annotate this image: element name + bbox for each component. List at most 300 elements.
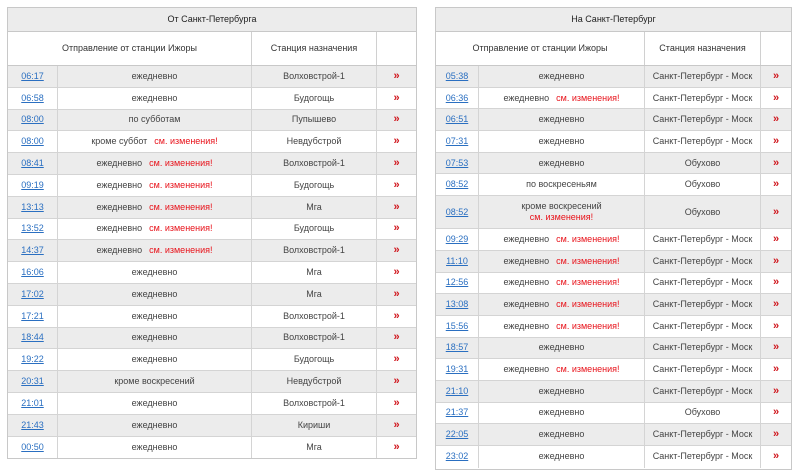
details-cell [761,403,791,424]
days-text: ежедневно [503,299,550,310]
departure-time-link[interactable]: 19:22 [21,354,44,365]
details-cell [761,229,791,250]
departure-time-link[interactable]: 08:52 [445,179,469,190]
table-row [8,219,416,241]
departure-time-cell [8,284,58,305]
table-row [436,66,791,88]
details-arrow-icon[interactable]: » [393,287,400,300]
table-row [8,175,416,197]
details-arrow-icon[interactable]: » [393,135,400,148]
table-row [436,294,791,316]
departure-time-link[interactable]: 22:05 [445,429,469,440]
details-cell [761,273,791,294]
days-text-wrap [539,386,585,397]
details-arrow-icon[interactable]: » [772,363,780,376]
details-arrow-icon[interactable]: » [393,200,400,213]
details-cell [377,219,416,240]
destination-cell: Будогощь [252,349,377,370]
destination-cell: Санкт-Петербург - Моск [645,381,761,402]
departure-time-cell [8,349,58,370]
days-text: по воскресеньям [526,179,597,190]
table-row [8,240,416,262]
table-row [8,88,416,110]
departures-from-spb-table [7,7,417,459]
changes-link[interactable]: см. изменения! [556,277,620,288]
days-cell [479,66,645,87]
details-arrow-icon[interactable]: » [393,222,400,235]
departure-time-link[interactable]: 17:02 [21,288,44,299]
changes-link[interactable]: см. изменения! [529,212,594,223]
details-arrow-icon[interactable]: » [393,113,400,126]
departure-time-link[interactable]: 11:10 [446,255,468,266]
departure-time-link[interactable]: 16:06 [21,267,44,278]
details-cell [761,424,791,445]
destination-cell: Санкт-Петербург - Моск [645,273,761,294]
days-cell [58,328,252,349]
departure-time-link[interactable]: 21:10 [445,385,469,396]
departure-time-link[interactable]: 09:19 [21,179,44,190]
table-row [8,131,416,153]
days-text: ежедневно [131,70,178,81]
details-cell [377,153,416,174]
table-header [436,32,791,66]
details-arrow-icon[interactable]: » [772,319,780,332]
days-text: ежедневно [503,233,550,244]
days-cell [58,349,252,370]
departure-time-link[interactable]: 17:21 [21,310,44,321]
details-cell [377,393,416,414]
departure-time-cell [436,153,479,174]
days-text: ежедневно [131,397,178,408]
days-cell [58,437,252,459]
days-text-wrap [503,234,619,245]
destination-cell: Волховстрой-1 [252,240,377,261]
days-text: ежедневно [538,342,585,353]
details-arrow-icon[interactable]: » [772,205,780,218]
days-text: ежедневно [131,332,178,343]
departure-time-link[interactable]: 06:36 [445,92,469,103]
days-text: ежедневно [131,267,178,278]
departure-time-link[interactable]: 06:17 [21,70,44,81]
departure-time-cell [436,338,479,359]
departure-time-link[interactable]: 08:00 [21,136,44,147]
details-cell [761,109,791,130]
departure-time-link[interactable]: 07:53 [445,157,469,168]
destination-cell: Волховстрой-1 [252,153,377,174]
changes-link[interactable]: см. изменения! [556,255,620,266]
table-row [436,153,791,175]
days-text-wrap [503,256,619,267]
departure-time-cell [436,66,479,87]
days-text-wrap [96,223,212,234]
departure-time-cell [8,306,58,327]
departure-time-cell [8,371,58,392]
details-cell [377,240,416,261]
details-arrow-icon[interactable]: » [772,232,780,245]
days-text-wrap [539,71,585,82]
details-cell [377,262,416,283]
details-cell [377,415,416,436]
changes-link[interactable]: см. изменения! [556,299,620,310]
days-cell [58,306,252,327]
days-text: ежедневно [503,364,550,375]
details-arrow-icon[interactable]: » [393,440,400,453]
days-cell [58,175,252,196]
details-column-header [377,32,416,65]
departure-time-link[interactable]: 13:08 [445,299,469,310]
destination-cell: Будогощь [252,219,377,240]
changes-link[interactable]: см. изменения! [556,233,620,244]
details-arrow-icon[interactable]: » [772,134,780,147]
days-cell [479,338,645,359]
changes-link[interactable]: см. изменения! [556,364,620,375]
days-text: ежедневно [538,385,585,396]
departure-time-cell [436,131,479,152]
details-cell [761,338,791,359]
departure-time-cell [436,403,479,424]
table-body [436,66,791,468]
departure-time-link[interactable]: 18:44 [21,332,44,343]
days-text: кроме суббот [91,136,148,147]
days-text-wrap [503,93,619,104]
departure-time-link[interactable]: 13:13 [21,201,44,212]
days-text: ежедневно [96,179,143,190]
days-text-wrap [96,180,212,191]
details-column-header [761,32,791,65]
days-cell [58,110,252,131]
details-cell [761,66,791,87]
days-text-wrap [539,158,585,169]
destination-cell: Обухово [645,196,761,228]
days-text-wrap [91,136,217,147]
days-text-wrap [503,299,619,310]
days-text-wrap [132,311,178,322]
departure-time-link[interactable]: 20:31 [21,376,44,387]
details-arrow-icon[interactable]: » [393,157,400,170]
days-text-wrap [539,136,585,147]
details-arrow-icon[interactable]: » [393,309,400,322]
changes-link[interactable]: см. изменения! [149,158,213,169]
days-cell [479,109,645,130]
days-cell [479,196,645,228]
table-row [436,424,791,446]
departure-time-cell [8,131,58,152]
days-text-wrap [114,376,194,387]
table-row [436,88,791,110]
destination-cell: Санкт-Петербург - Моск [645,131,761,152]
destination-cell: Невдубстрой [252,131,377,152]
departure-time-cell [8,415,58,436]
table-row [8,437,416,459]
days-text: ежедневно [538,135,585,146]
details-arrow-icon[interactable]: » [772,276,780,289]
days-text: кроме воскресений [521,201,602,212]
departure-column-header: Отправление от станции Ижоры [8,32,252,65]
departure-time-cell [436,294,479,315]
table-row [8,393,416,415]
days-text-wrap [132,93,178,104]
table-row [8,197,416,219]
details-arrow-icon[interactable]: » [393,353,400,366]
destination-cell: Санкт-Петербург - Моск [645,66,761,87]
departure-time-link[interactable]: 07:31 [445,135,469,146]
days-text-wrap [539,114,585,125]
days-cell [58,371,252,392]
details-cell [377,131,416,152]
table-row [436,316,791,338]
details-cell [761,131,791,152]
destination-cell: Санкт-Петербург - Моск [645,446,761,468]
days-text-wrap [132,442,178,453]
days-cell [58,66,252,87]
details-cell [377,197,416,218]
days-text: ежедневно [131,92,178,103]
days-text-wrap [96,202,212,213]
days-cell [58,415,252,436]
changes-link[interactable]: см. изменения! [149,179,213,190]
details-cell [377,66,416,87]
days-cell [479,229,645,250]
days-text: по субботам [128,114,181,125]
table-row [436,381,791,403]
days-text: ежедневно [538,114,585,125]
table-row [436,196,791,229]
departure-time-link[interactable]: 14:37 [21,245,44,256]
details-arrow-icon[interactable]: » [772,156,780,169]
departure-time-cell [436,316,479,337]
departure-time-cell [8,197,58,218]
table-row [436,359,791,381]
details-cell [377,284,416,305]
days-cell [479,381,645,402]
departure-time-link[interactable]: 08:00 [21,114,44,125]
days-text-wrap [539,407,585,418]
days-cell [58,131,252,152]
departure-time-cell [436,359,479,380]
details-arrow-icon[interactable]: » [772,178,780,191]
departure-time-cell [436,381,479,402]
departure-time-cell [436,251,479,272]
days-text-wrap [132,354,178,365]
departure-time-link[interactable]: 19:31 [445,364,469,375]
changes-link[interactable]: см. изменения! [154,136,218,147]
details-arrow-icon[interactable]: » [393,178,400,191]
days-text: ежедневно [503,255,550,266]
destination-cell: Волховстрой-1 [252,306,377,327]
details-arrow-icon[interactable]: » [772,406,780,419]
details-arrow-icon[interactable]: » [393,91,400,104]
details-arrow-icon[interactable]: » [393,331,400,344]
destination-cell: Пупышево [252,110,377,131]
departure-time-link[interactable]: 12:56 [445,277,469,288]
table-row [436,109,791,131]
destination-cell: Обухово [645,174,761,195]
days-cell [479,131,645,152]
days-text: ежедневно [96,223,143,234]
table-row [8,328,416,350]
details-arrow-icon[interactable]: » [393,418,400,431]
destination-cell: Волховстрой-1 [252,66,377,87]
days-text-wrap [96,158,212,169]
departure-time-link[interactable]: 08:41 [21,158,44,169]
changes-link[interactable]: см. изменения! [149,223,213,234]
details-cell [377,88,416,109]
table-row [436,174,791,196]
departure-time-link[interactable]: 08:52 [445,206,469,217]
details-arrow-icon[interactable]: » [393,375,400,388]
days-cell [479,88,645,109]
details-arrow-icon[interactable]: » [772,450,780,463]
details-cell [377,349,416,370]
departure-time-cell [8,66,58,87]
days-text: ежедневно [131,441,178,452]
days-text: кроме воскресений [114,376,195,387]
table-row [8,349,416,371]
destination-cell: Мга [252,284,377,305]
departure-time-link[interactable]: 23:02 [445,451,469,462]
departure-time-cell [8,175,58,196]
details-cell [761,174,791,195]
departures-to-spb-table [435,7,792,470]
table-title: От Санкт-Петербурга [8,8,416,32]
details-cell [377,328,416,349]
days-cell [479,316,645,337]
table-title: На Санкт-Петербург [436,8,791,32]
details-arrow-icon[interactable]: » [772,113,780,126]
details-cell [761,196,791,228]
details-arrow-icon[interactable]: » [772,298,780,311]
destination-cell: Невдубстрой [252,371,377,392]
details-arrow-icon[interactable]: » [393,396,400,409]
days-cell [479,251,645,272]
changes-link[interactable]: см. изменения! [556,320,620,331]
departure-time-link[interactable]: 21:01 [21,397,44,408]
days-text: ежедневно [131,310,178,321]
destination-cell: Волховстрой-1 [252,328,377,349]
details-cell [761,446,791,468]
destination-cell: Обухово [645,403,761,424]
details-arrow-icon[interactable]: » [772,428,780,441]
destination-cell: Санкт-Петербург - Моск [645,251,761,272]
details-arrow-icon[interactable]: » [772,341,780,354]
destination-cell: Санкт-Петербург - Моск [645,294,761,315]
days-text: ежедневно [538,429,585,440]
details-arrow-icon[interactable]: » [772,69,780,82]
departure-time-link[interactable]: 18:57 [445,342,469,353]
days-cell [479,174,645,195]
table-row [436,229,791,251]
days-cell [479,359,645,380]
changes-link[interactable]: см. изменения! [149,201,213,212]
departure-time-cell [436,88,479,109]
departure-time-cell [8,240,58,261]
details-arrow-icon[interactable]: » [393,69,400,82]
details-cell [377,306,416,327]
days-text: ежедневно [96,201,143,212]
destination-column-header: Станция назначения [645,32,761,65]
days-text: ежедневно [538,70,585,81]
destination-cell: Санкт-Петербург - Моск [645,88,761,109]
days-cell [58,153,252,174]
table-row [436,403,791,425]
details-arrow-icon[interactable]: » [772,254,780,267]
details-cell [761,88,791,109]
details-cell [761,153,791,174]
table-row [8,153,416,175]
destination-cell: Санкт-Петербург - Моск [645,359,761,380]
destination-cell: Мга [252,197,377,218]
days-text-wrap [132,420,178,431]
departure-time-link[interactable]: 13:52 [21,223,44,234]
departure-time-link[interactable]: 15:56 [445,320,469,331]
departure-time-link[interactable]: 06:51 [445,114,469,125]
departure-time-cell [8,153,58,174]
days-text-wrap [129,114,181,125]
days-text-wrap [503,277,619,288]
changes-link[interactable]: см. изменения! [149,245,213,256]
departure-time-link[interactable]: 05:38 [445,70,469,81]
days-text: ежедневно [538,451,585,462]
days-text-wrap [132,71,178,82]
details-cell [377,371,416,392]
departure-time-link[interactable]: 06:58 [21,92,44,103]
table-row [436,131,791,153]
changes-link[interactable]: см. изменения! [556,92,620,103]
departure-time-link[interactable]: 21:37 [445,407,469,418]
days-text-wrap [539,342,585,353]
departure-time-cell [8,110,58,131]
days-text-wrap [132,332,178,343]
destination-cell: Санкт-Петербург - Моск [645,316,761,337]
details-cell [377,175,416,196]
departure-time-cell [8,328,58,349]
departure-time-cell [8,88,58,109]
days-text-wrap [132,289,178,300]
days-text: ежедневно [538,157,585,168]
details-cell [761,294,791,315]
days-text: ежедневно [96,245,143,256]
table-row [8,284,416,306]
departure-time-link[interactable]: 21:43 [21,419,44,430]
days-cell [479,294,645,315]
departure-time-link[interactable]: 00:50 [21,441,44,452]
days-cell [58,393,252,414]
destination-cell: Будогощь [252,88,377,109]
details-arrow-icon[interactable]: » [393,244,400,257]
days-text-wrap [503,321,619,332]
destination-cell: Санкт-Петербург - Моск [645,109,761,130]
table-row [8,66,416,88]
departure-time-cell [436,174,479,195]
days-text-wrap [521,201,601,223]
departure-time-cell [8,219,58,240]
destination-cell: Санкт-Петербург - Моск [645,229,761,250]
table-row [436,273,791,295]
departure-time-link[interactable]: 09:29 [445,233,469,244]
departure-time-cell [436,109,479,130]
table-row [436,251,791,273]
details-arrow-icon[interactable]: » [772,384,780,397]
destination-column-header: Станция назначения [252,32,377,65]
details-arrow-icon[interactable]: » [393,266,400,279]
details-cell [377,110,416,131]
days-text: ежедневно [131,419,178,430]
destination-cell: Санкт-Петербург - Моск [645,338,761,359]
departure-time-cell [8,437,58,459]
destination-cell: Волховстрой-1 [252,393,377,414]
days-text-wrap [526,179,597,190]
details-arrow-icon[interactable]: » [772,91,780,104]
